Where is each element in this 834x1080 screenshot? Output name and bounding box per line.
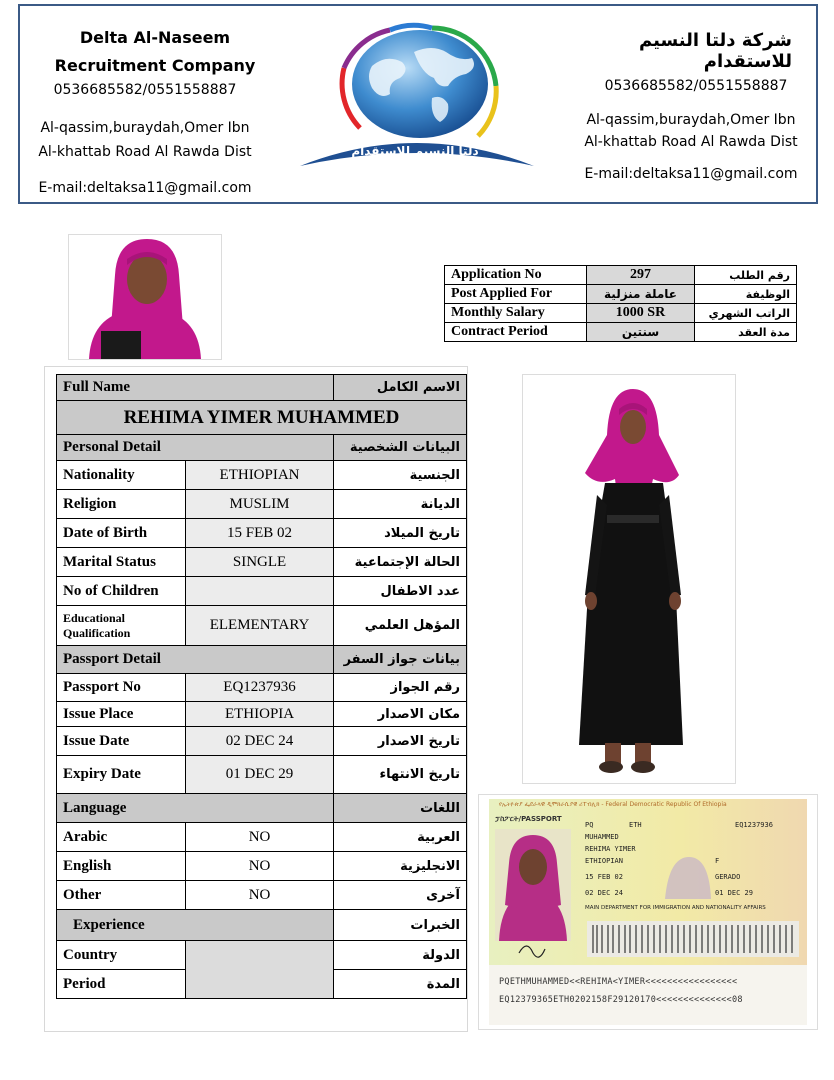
table-row [57,702,467,727]
experience-header [57,910,467,941]
passport-detail-header [57,646,467,674]
table-row [57,548,467,577]
expiry-date-label: Expiry Date [57,756,186,794]
contract-period-value: سنتين [587,323,695,342]
marital-status-label: Marital Status [57,548,186,577]
passport-no-label: Passport No [57,674,186,702]
experience-country-label: Country [57,941,186,970]
issue-place-label: Issue Place [57,702,186,727]
arabic-label-ar: العربية [334,823,467,852]
table-row [57,490,467,519]
passport-number: EQ1237936 [735,821,773,829]
date-of-birth-label-ar: تاريخ الميلاد [334,519,467,548]
expiry-date-value: 01 DEC 29 [185,756,334,794]
education-label: Educational Qualification [57,606,186,646]
monthly-salary-label-ar: الراتب الشهري [695,304,797,323]
nationality-label: Nationality [57,461,186,490]
application-no-label-ar: رقم الطلب [695,266,797,285]
full-name-header-row [57,375,467,401]
table-row [57,577,467,606]
children-label: No of Children [57,577,186,606]
expiry-date-label-ar: تاريخ الانتهاء [334,756,467,794]
post-applied-value: عاملة منزلية [587,285,695,304]
company-address-right-line1: Al-qassim,buraydah,Omer Ibn [586,112,796,128]
experience-period-label-ar: المدة [334,970,467,999]
passport-country-header: የኢትዮጵያ ፌደራላዊ ዲሞክራሲያዊ ሪፐብሊክ - Federal Democratic Republic Of Ethiopia [499,801,727,808]
passport-issue-date: 02 DEC 24 [585,889,623,897]
issue-place-label-ar: مكان الاصدار [334,702,467,727]
applicant-details-table [56,374,467,999]
experience-title-ar: الخبرات [334,910,467,941]
full-name-label-ar: الاسم الكامل [334,375,467,401]
children-value [185,577,334,606]
application-no-value: 297 [587,266,695,285]
company-address-right-line2: Al-khattab Road Al Rawda Dist [584,134,798,150]
passport-detail-title: Passport Detail [57,646,334,674]
company-phones-right: 0536685582/0551558887 [604,78,788,94]
experience-period-label: Period [57,970,186,999]
passport-no-value: EQ1237936 [185,674,334,702]
table-row [57,674,467,702]
nationality-label-ar: الجنسية [334,461,467,490]
company-address-line2: Al-khattab Road Al Rawda Dist [38,144,252,160]
monthly-salary-label: Monthly Salary [445,304,587,323]
portrait-photo [68,234,222,360]
personal-detail-title-ar: البيانات الشخصية [334,435,467,461]
logo-caption: دلتا النسيم للاستقدام [351,144,479,158]
table-row [445,285,797,304]
company-email: E-mail:deltaksa11@gmail.com [38,180,252,196]
arabic-label: Arabic [57,823,186,852]
application-summary-table [444,265,797,342]
english-label: English [57,852,186,881]
passport-place-of-birth: GERADO [715,873,741,881]
post-applied-label: Post Applied For [445,285,587,304]
experience-value [185,941,334,999]
language-title: Language [57,794,334,823]
company-name-line1: Delta Al-Naseem [79,28,231,47]
language-title-ar: اللغات [334,794,467,823]
date-of-birth-value: 15 FEB 02 [185,519,334,548]
table-row [57,756,467,794]
full-body-photo [522,374,736,784]
personal-detail-header [57,435,467,461]
full-name-label: Full Name [57,375,334,401]
passport-nationality: ETHIOPIAN [585,857,623,865]
passport-mrz-line1: PQETHMUHAMMED<<REHIMA<YIMER<<<<<<<<<<<<<<<<< [499,977,738,987]
experience-title: Experience [57,910,334,941]
table-row [57,881,467,910]
company-name-arabic: شركة دلتا النسيم للاستقدام [639,30,792,72]
passport-scan [478,794,818,1030]
other-language-label: Other [57,881,186,910]
table-row [445,266,797,285]
passport-doc-label: ፓስፖርት/PASSPORT [495,815,562,823]
table-row [57,727,467,756]
issue-date-label: Issue Date [57,727,186,756]
passport-type: PQ [585,821,594,829]
religion-label-ar: الديانة [334,490,467,519]
passport-mrz-line2: EQ12379365ETH0202158F29120170<<<<<<<<<<<<<<08 [499,995,743,1005]
company-address-line1: Al-qassim,buraydah,Omer Ibn [40,120,250,136]
passport-dob: 15 FEB 02 [585,873,623,881]
contract-period-label-ar: مدة العقد [695,323,797,342]
table-row [57,519,467,548]
table-row [57,606,467,646]
religion-label: Religion [57,490,186,519]
education-label-ar: المؤهل العلمي [334,606,467,646]
passport-surname: MUHAMMED [585,833,619,841]
children-label-ar: عدد الاطفال [334,577,467,606]
marital-status-label-ar: الحالة الإجتماعية [334,548,467,577]
date-of-birth-label: Date of Birth [57,519,186,548]
full-name-value: REHIMA YIMER MUHAMMED [57,401,467,435]
arabic-value: NO [185,823,334,852]
english-label-ar: الانجليزية [334,852,467,881]
table-row [57,852,467,881]
table-row [57,823,467,852]
passport-detail-title-ar: بيانات جواز السفر [334,646,467,674]
marital-status-value: SINGLE [185,548,334,577]
table-row [445,304,797,323]
table-row [57,941,467,970]
other-language-label-ar: آخرى [334,881,467,910]
table-row [57,461,467,490]
application-no-label: Application No [445,266,587,285]
contract-period-label: Contract Period [445,323,587,342]
passport-no-label-ar: رقم الجواز [334,674,467,702]
issue-place-value: ETHIOPIA [185,702,334,727]
nationality-value: ETHIOPIAN [185,461,334,490]
passport-country-code: ETH [629,821,642,829]
letterhead-arabic [556,6,816,202]
letterhead-english [20,6,290,202]
passport-expiry-date: 01 DEC 29 [715,889,753,897]
experience-country-label-ar: الدولة [334,941,467,970]
post-applied-label-ar: الوظيفة [695,285,797,304]
religion-value: MUSLIM [185,490,334,519]
company-email-right: E-mail:deltaksa11@gmail.com [584,166,798,182]
passport-sex: F [715,857,720,865]
issue-date-label-ar: تاريخ الاصدار [334,727,467,756]
letterhead [18,4,818,204]
monthly-salary-value: 1000 SR [587,304,695,323]
other-language-value: NO [185,881,334,910]
issue-date-value: 02 DEC 24 [185,727,334,756]
company-phones: 0536685582/0551558887 [53,82,237,98]
passport-given-names: REHIMA YIMER [585,845,636,853]
english-value: NO [185,852,334,881]
language-header [57,794,467,823]
passport-authority: MAIN DEPARTMENT FOR IMMIGRATION AND NATIONALITY AFFAIRS [585,905,766,911]
education-value: ELEMENTARY [185,606,334,646]
full-name-row [57,401,467,435]
table-row [445,323,797,342]
company-name-line2: Recruitment Company [54,56,256,75]
personal-detail-title: Personal Detail [57,435,334,461]
